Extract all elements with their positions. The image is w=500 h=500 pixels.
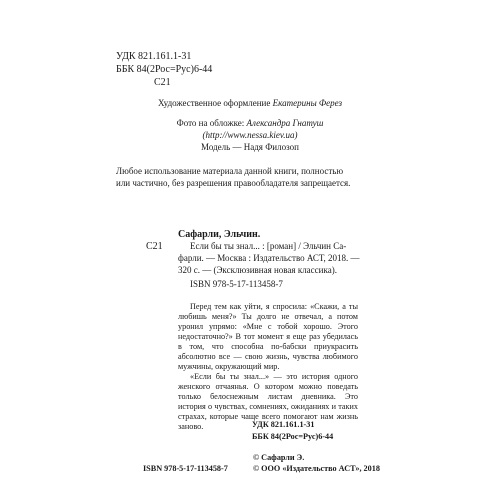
footer-isbn: ISBN 978-5-17-113458-7 [143, 464, 228, 473]
cover-photo-name: Александра Гнатуш [246, 118, 324, 128]
footer-bbk: ББК 84(2Рос=Рус)6-44 [252, 432, 334, 441]
footer-udk: УДК 821.161.1-31 [252, 420, 315, 429]
catalog-mark: С21 [146, 241, 163, 252]
catalog-isbn: ISBN 978-5-17-113458-7 [190, 279, 283, 289]
annotation-paragraph-1: Перед тем как уйти, я спросила: «Скажи, а ты любишь меня?» Ты долго не отвечал, а потом уронил упрямо: «Мне с тобой хорошо. Этого недостаточно?» В тот момент я еще раз убедилась в том, что способна по-бабски приукрасить абсолютно все — свою жизнь, чувства любимого мужчины, окружающий мир. [178, 302, 358, 371]
annotation [178, 302, 358, 432]
design-name: Екатерины Ферез [272, 98, 343, 108]
copyright-notice-line-1: Любое использование материала данной книги, полностью [116, 166, 344, 176]
copyright-notice-line-2: или частично, без разрешения правообладателя запрещается. [116, 178, 351, 188]
bbk-code: ББК 84(2Рос=Рус)6-44 [116, 64, 213, 75]
design-label: Художественное оформление [157, 98, 271, 108]
model-credit: Модель — Надя Филозоп [201, 142, 299, 152]
catalog-description-line-3: 320 с. — (Эксклюзивная новая классика). [178, 265, 337, 275]
cover-photo-credit [100, 119, 400, 128]
udk-code: УДК 821.161.1-31 [116, 51, 192, 62]
copyright-publisher: © ООО «Издательство АСТ», 2018 [253, 464, 380, 473]
copyright-author: © Сафарли Э. [253, 453, 305, 462]
design-credit [100, 99, 400, 108]
author-mark: С21 [154, 77, 171, 88]
cover-photo-label: Фото на обложке: [176, 118, 245, 128]
annotation-paragraph-2: «Если бы ты знал...» — это история одного женского отчаянья. О котором можно поведать только белоснежным листам дневника. Это история о чувствах, сомнениях, ожиданиях и таких страхах, которые чаще всего помогают нам жизнь заново. [178, 372, 358, 431]
catalog-author: Сафарли, Эльчин. [178, 229, 261, 240]
catalog-description-line-1: Если бы ты знал... : [роман] / Эльчин Са- [190, 241, 347, 251]
catalog-description-line-2: фарли. — Москва : Издательство АСТ, 2018. — [178, 253, 360, 263]
cover-photo-url: (http://www.nessa.kiev.ua) [202, 130, 298, 140]
